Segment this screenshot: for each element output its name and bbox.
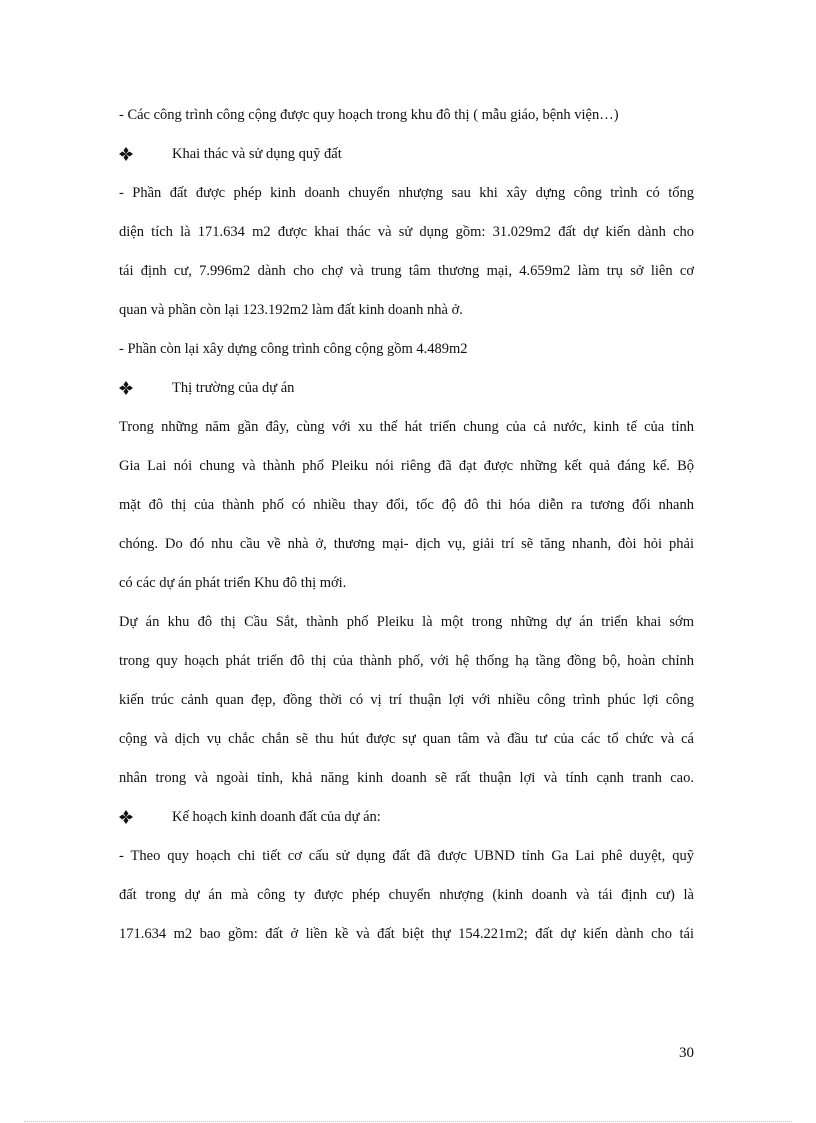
paragraph-line: - Theo quy hoạch chi tiết cơ cấu sử dụng đất đã được UBND tỉnh Ga Lai phê duyệt, quỹ <box>119 848 694 864</box>
paragraph-line: - Phần còn lại xây dựng công trình công cộng gồm 4.489m2 <box>119 341 468 357</box>
section-heading-text: Khai thác và sử dụng quỹ đất <box>172 146 342 162</box>
paragraph-line: có các dự án phát triển Khu đô thị mới. <box>119 575 347 591</box>
page-bottom-divider <box>24 1121 792 1122</box>
four-diamond-bullet-icon <box>119 381 133 395</box>
page-number: 30 <box>679 1045 694 1061</box>
paragraph-line: cộng và dịch vụ chắc chắn sẽ thu hút được sự quan tâm và đầu tư của các tổ chức và cá <box>119 731 694 747</box>
four-diamond-bullet-icon <box>119 147 133 161</box>
paragraph-line: nhân trong và ngoài tỉnh, khả năng kinh doanh sẽ rất thuận lợi và tính cạnh tranh cao. <box>119 770 694 786</box>
paragraph-line: quan và phần còn lại 123.192m2 làm đất kinh doanh nhà ở. <box>119 302 463 318</box>
paragraph-line: Gia Lai nói chung và thành phố Pleiku nói riêng đã đạt được những kết quả đáng kể. Bộ <box>119 458 694 474</box>
paragraph-line: 171.634 m2 bao gồm: đất ở liền kề và đất biệt thự 154.221m2; đất dự kiến dành cho tái <box>119 926 694 942</box>
paragraph-line: trong quy hoạch phát triển đô thị của thành phố, với hệ thống hạ tầng đồng bộ, hoàn chỉnh <box>119 653 694 669</box>
four-diamond-bullet-icon <box>119 810 133 824</box>
paragraph-line: diện tích là 171.634 m2 được khai thác và sử dụng gồm: 31.029m2 đất dự kiến dành cho <box>119 224 694 240</box>
paragraph-line: kiến trúc cảnh quan đẹp, đồng thời có vị trí thuận lợi với nhiều công trình phúc lợi công <box>119 692 694 708</box>
paragraph-line: - Các công trình công cộng được quy hoạch trong khu đô thị ( mẫu giáo, bệnh viện…) <box>119 107 619 123</box>
paragraph-line: tái định cư, 7.996m2 dành cho chợ và trung tâm thương mại, 4.659m2 làm trụ sở liên cơ <box>119 263 694 279</box>
paragraph-line: - Phần đất được phép kinh doanh chuyển nhượng sau khi xây dựng công trình có tổng <box>119 185 694 201</box>
paragraph-line: Dự án khu đô thị Cầu Sắt, thành phố Pleiku là một trong những dự án triển khai sớm <box>119 614 694 630</box>
section-heading-text: Thị trường của dự án <box>172 380 295 396</box>
paragraph-line: mặt đô thị của thành phố có nhiều thay đổi, tốc độ đô thi hóa diễn ra tương đối nhanh <box>119 497 694 513</box>
section-heading-text: Kế hoạch kinh doanh đất của dự án: <box>172 809 381 825</box>
paragraph-line: Trong những năm gần đây, cùng với xu thế hát triển chung của cả nước, kinh tế của tỉnh <box>119 419 694 435</box>
paragraph-line: chóng. Do đó nhu cầu về nhà ở, thương mại- dịch vụ, giải trí sẽ tăng nhanh, đòi hỏi phải <box>119 536 694 552</box>
paragraph-line: đất trong dự án mà công ty được phép chuyển nhượng (kinh doanh và tái định cư) là <box>119 887 694 903</box>
